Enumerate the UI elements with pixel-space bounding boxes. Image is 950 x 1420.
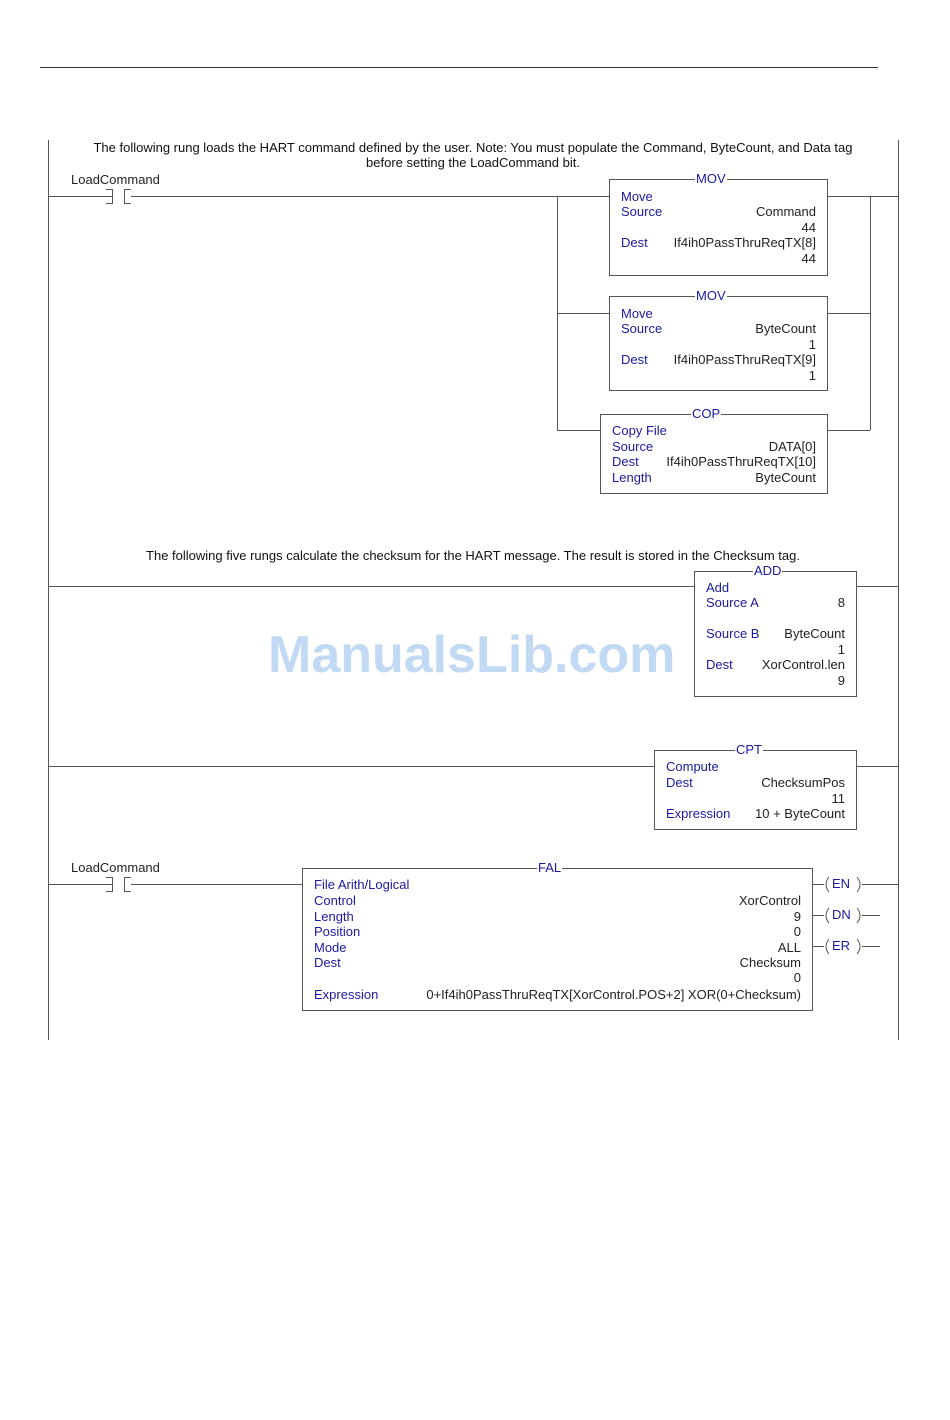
cop-length-tag[interactable]: ByteCount [755, 470, 816, 485]
mov1-source-value: 44 [801, 220, 816, 235]
mov2-source-tag[interactable]: ByteCount [755, 321, 816, 336]
fal-length-label: Length [314, 909, 354, 924]
cop-source-tag[interactable]: DATA[0] [768, 439, 816, 454]
add-source-b-tag[interactable]: ByteCount [784, 626, 845, 641]
cpt-dest-tag[interactable]: ChecksumPos [761, 775, 845, 790]
add-dest-label: Dest [706, 657, 733, 672]
fal-position-label: Position [314, 924, 361, 939]
mov1-source-label: Source [621, 204, 663, 219]
rung1-comment [48, 140, 898, 170]
add-dest-value: 9 [837, 673, 845, 688]
cpt-name: Compute [666, 759, 719, 774]
mov1-dest-tag[interactable]: If4ih0PassThruReqTX[8] [673, 235, 816, 250]
add-source-a-label: Source A [706, 595, 759, 610]
coil-dn-label[interactable]: DN [832, 907, 851, 922]
mov1-source-tag[interactable]: Command [756, 204, 816, 219]
coil-en-left [826, 877, 829, 892]
coil-er-left [826, 939, 829, 954]
fal-expression-label: Expression [314, 987, 379, 1002]
add-title: ADD [754, 563, 782, 578]
add-instruction[interactable] [694, 563, 857, 697]
cop-source-label: Source [612, 439, 654, 454]
mov2-instruction[interactable] [609, 288, 828, 391]
fal-control-value[interactable]: XorControl [738, 893, 801, 908]
fal-length-value[interactable]: 9 [793, 909, 801, 924]
fal-dest-label: Dest [314, 955, 341, 970]
coil-er-right [857, 939, 860, 954]
watermark: ManualsLib.com [268, 626, 676, 684]
fal-dest-value: 0 [793, 970, 801, 985]
coil-dn-right [857, 908, 860, 923]
rung1-comment-line2: before setting the LoadCommand bit. [366, 155, 580, 170]
fal-mode-value[interactable]: ALL [777, 940, 801, 955]
fal-control-label: Control [314, 893, 356, 908]
coil-er-label[interactable]: ER [832, 938, 851, 953]
add-dest-tag[interactable]: XorControl.len [761, 657, 845, 672]
add-source-a-value[interactable]: 8 [837, 595, 845, 610]
mov1-name: Move [621, 189, 653, 204]
cop-title: COP [692, 406, 721, 421]
add-source-b-value: 1 [837, 642, 845, 657]
mov2-title: MOV [696, 288, 726, 303]
mov2-source-value: 1 [808, 337, 816, 352]
fal-title: FAL [538, 860, 562, 875]
mov2-name: Move [621, 306, 653, 321]
mov1-dest-value: 44 [801, 251, 816, 266]
rung1-contact-tag: LoadCommand [71, 172, 160, 187]
add-source-b-label: Source B [706, 626, 760, 641]
cpt-expression-label: Expression [666, 806, 731, 821]
fal-instruction[interactable] [302, 860, 813, 1011]
mov2-dest-tag[interactable]: If4ih0PassThruReqTX[9] [673, 352, 816, 367]
rung1-comment-line1: The following rung loads the HART command defined by the user. Note: You must populate the Command, ByteCount, and Data tag [93, 140, 853, 155]
mov1-instruction[interactable] [609, 171, 828, 276]
mov1-title: MOV [696, 171, 726, 186]
cop-instruction[interactable] [600, 406, 828, 494]
cop-dest-tag[interactable]: If4ih0PassThruReqTX[10] [666, 454, 816, 469]
rung2-comment: The following five rungs calculate the checksum for the HART message. The result is stored in the Checksum tag. [146, 548, 800, 563]
fal-dest-tag[interactable]: Checksum [739, 955, 801, 970]
fal-position-value[interactable]: 0 [793, 924, 801, 939]
fal-mode-label: Mode [314, 940, 347, 955]
coil-dn-left [826, 908, 829, 923]
cpt-dest-value: 11 [831, 791, 845, 806]
cpt-title: CPT [736, 742, 762, 757]
cpt-instruction[interactable] [654, 742, 857, 830]
cop-length-label: Length [612, 470, 652, 485]
mov1-dest-label: Dest [621, 235, 648, 250]
cop-dest-label: Dest [612, 454, 639, 469]
mov2-source-label: Source [621, 321, 663, 336]
cop-name: Copy File [612, 423, 667, 438]
coil-en-right [857, 877, 860, 892]
mov2-dest-label: Dest [621, 352, 648, 367]
cpt-dest-label: Dest [666, 775, 693, 790]
coil-en-label[interactable]: EN [832, 876, 851, 891]
fal-name: File Arith/Logical [314, 877, 410, 892]
fal-expression-value[interactable]: 0+If4ih0PassThruReqTX[XorControl.POS+2] XOR(0+Checksum) [426, 987, 801, 1002]
add-name: Add [706, 580, 730, 595]
rung4-contact-tag: LoadCommand [71, 860, 160, 875]
cpt-expression-value[interactable]: 10 + ByteCount [755, 806, 845, 821]
mov2-dest-value: 1 [808, 368, 816, 383]
